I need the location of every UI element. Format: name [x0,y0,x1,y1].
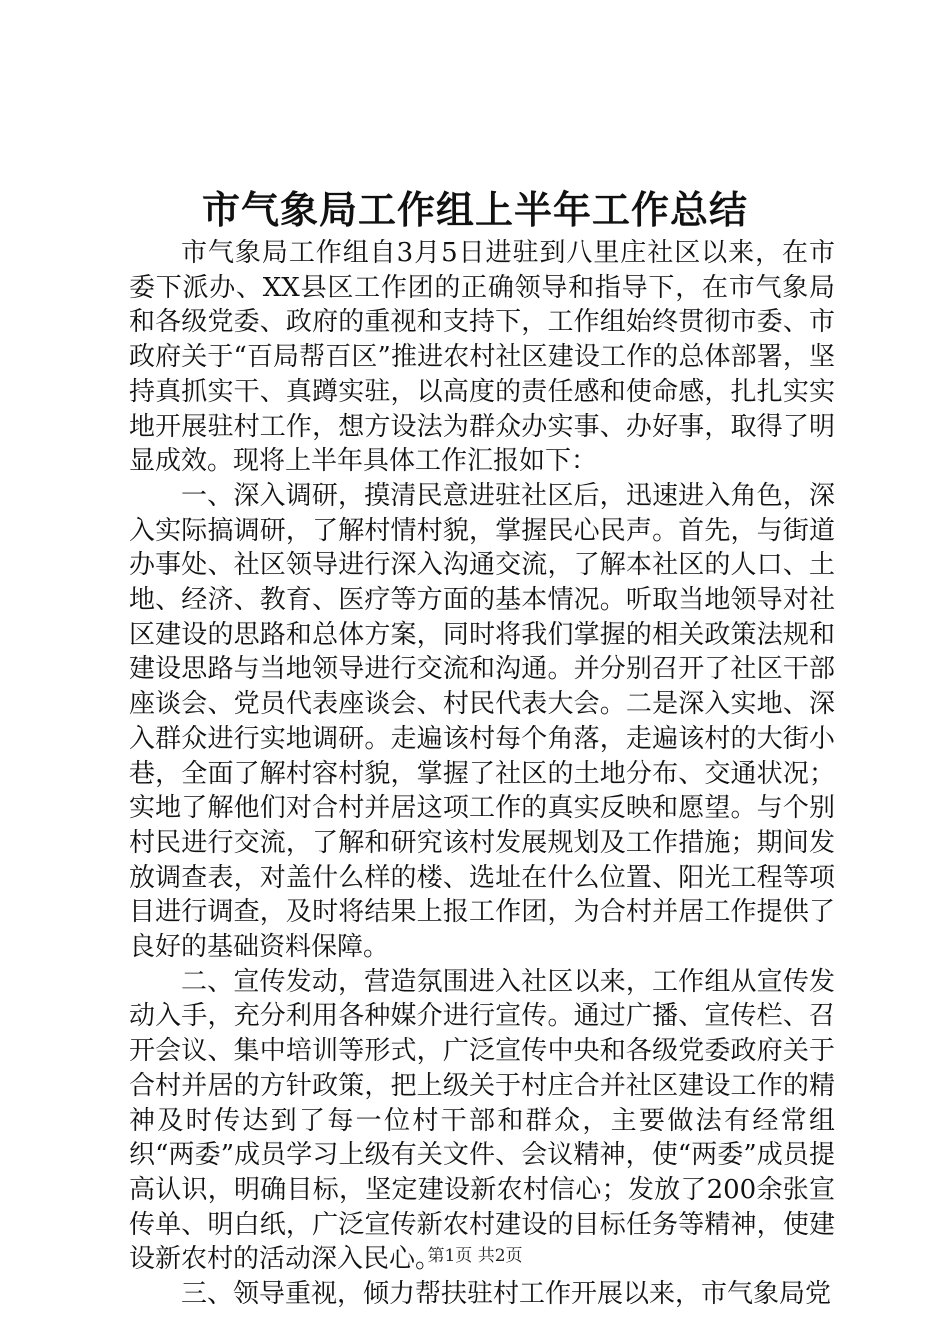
page-footer: 第1页 共2页 [427,1246,523,1266]
paragraph-section-1: 一、深入调研，摸清民意进驻社区后，迅速进入角色，深入实际搞调研，了解村情村貌，掌握民心民声。首先，与街道办事处、社区领导进行深入沟通交流，了解本社区的人口、土地、经济、教育、医疗等方面的基本情况。听取当地领导对社区建设的思路和总体方案，同时将我们掌握的相关政策法规和建设思路与当地领导进行交流和沟通。并分别召开了社区干部座谈会、党员代表座谈会、村民代表大会。二是深入实地、深入群众进行实地调研。走遍该村每个角落，走遍该村的大街小巷，全面了解村容村貌，掌握了社区的土地分布、交通状况；实地了解他们对合村并居这项工作的真实反映和愿望。与个别村民进行交流，了解和研究该村发展规划及工作措施；期间发放调查表，对盖什么样的楼、选址在什么位置、阳光工程等项目进行调查，及时将结果上报工作团，为合村并居工作提供了良好的基础资料保障。 [129,480,835,963]
paragraph-section-2: 二、宣传发动，营造氛围进入社区以来，工作组从宣传发动入手，充分利用各种媒介进行宣传。通过广播、宣传栏、召开会议、集中培训等形式，广泛宣传中央和各级党委政府关于合村并居的方针政策，把上级关于村庄合并社区建设工作的精神及时传达到了每一位村干部和群众，主要做法有经常组织“两委”成员学习上级有关文件、会议精神，使“两委”成员提高认识，明确目标，坚定建设新农村信心；发放了200余张宣传单、明白纸，广泛宣传新农村建设的目标任务等精神，使建设新农村的活动深入民心。 [129,966,835,1275]
paragraph-intro: 市气象局工作组自3月5日进驻到八里庄社区以来，在市委下派办、XX县区工作团的正确领导和指导下，在市气象局和各级党委、政府的重视和支持下，工作组始终贯彻市委、市政府关于“百局帮百区”推进农村社区建设工作的总体部署，坚持真抓实干、真蹲实驻，以高度的责任感和使命感，扎扎实实地开展驻村工作，想方设法为群众办实事、办好事，取得了明显成效。现将上半年具体工作汇报如下： [129,238,835,477]
paragraph-section-3: 三、领导重视，倾力帮扶驻村工作开展以来，市气象局党 [181,1279,832,1310]
document-title: 市气象局工作组上半年工作总结 [201,187,748,232]
document-body [129,236,835,1312]
